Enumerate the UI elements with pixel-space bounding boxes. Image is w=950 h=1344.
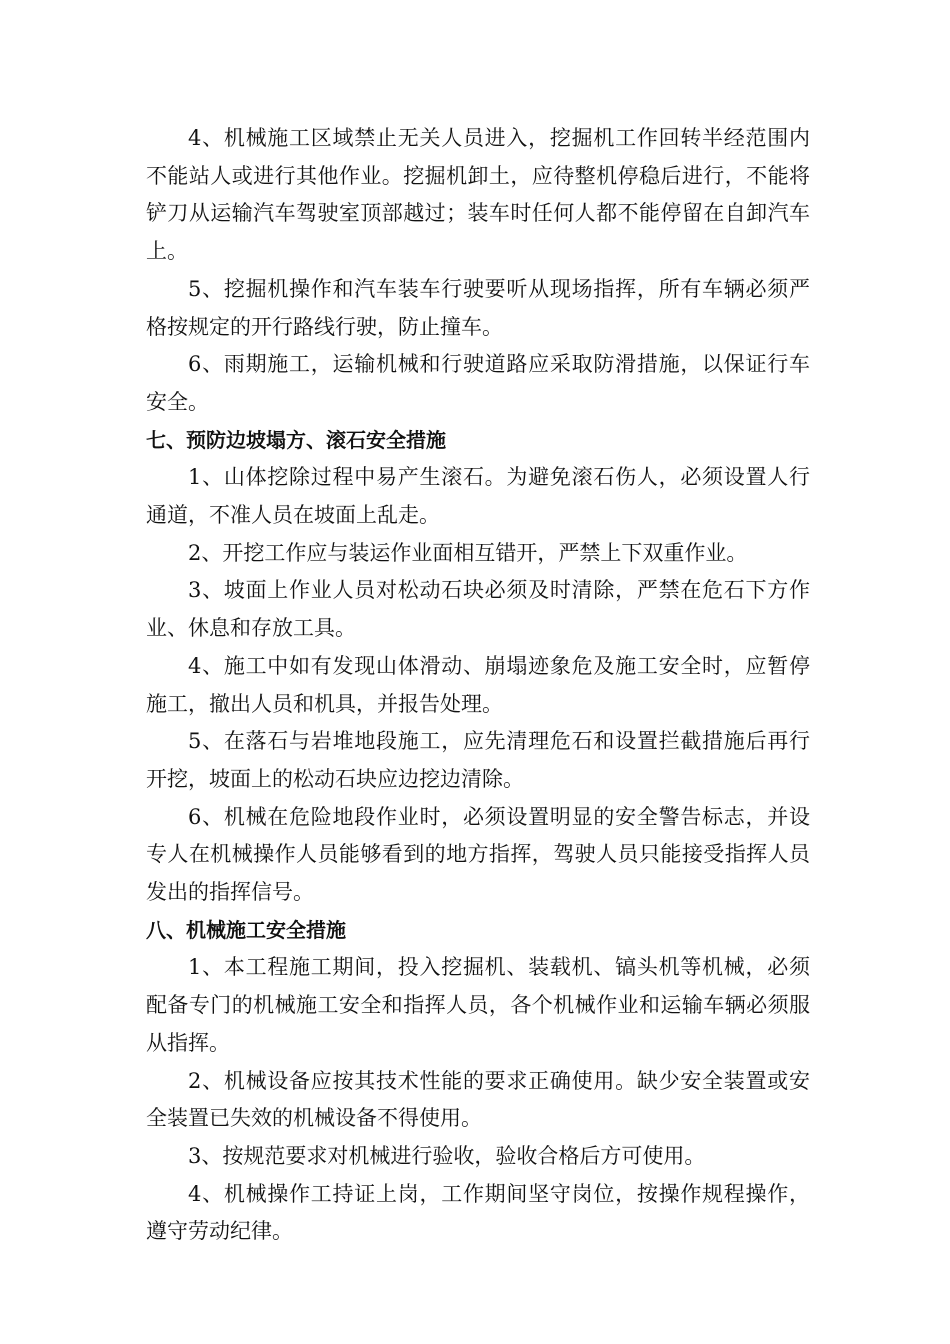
paragraph-item-5-traffic-command: 5、挖掘机操作和汽车装车行驶要听从现场指挥，所有车辆必须严格按规定的开行路线行驶，防止撞车。 — [146, 276, 810, 339]
paragraph-item-4-restricted-area: 4、机械施工区域禁止无关人员进入，挖掘机工作回转半经范围内不能站人或进行其他作业。挖掘机卸土，应待整机停稳后进行，不能将铲刀从运输汽车驾驶室顶部越过；装车时任何人都不能停留在自卸汽车上。 — [146, 126, 810, 264]
paragraph-machinery-item-1: 1、本工程施工期间，投入挖掘机、装载机、镐头机等机械，必须配备专门的机械施工安全和指挥人员，各个机械作业和运输车辆必须服从指挥。 — [146, 955, 810, 1055]
document-page — [146, 120, 810, 1251]
section-heading-slope-rockfall: 七、预防边坡塌方、滚石安全措施 — [146, 427, 446, 452]
paragraph-machinery-item-4: 4、机械操作工持证上岗，工作期间坚守岗位，按操作规程操作，遵守劳动纪律。 — [146, 1181, 810, 1244]
paragraph-item-6-rainy-season: 6、雨期施工，运输机械和行驶道路应采取防滑措施，以保证行车安全。 — [146, 352, 810, 414]
paragraph-machinery-item-2: 2、机械设备应按其技术性能的要求正确使用。缺少安全装置或安全装置已失效的机械设备不得使用。 — [146, 1068, 810, 1131]
paragraph-machinery-item-3: 3、按规范要求对机械进行验收，验收合格后方可使用。 — [188, 1143, 706, 1168]
paragraph-slope-item-5: 5、在落石与岩堆地段施工，应先清理危石和设置拦截措施后再行开挖，坡面上的松动石块应边挖边清除。 — [146, 729, 810, 791]
paragraph-slope-item-3: 3、坡面上作业人员对松动石块必须及时清除，严禁在危石下方作业、休息和存放工具。 — [146, 578, 810, 641]
paragraph-slope-item-1: 1、山体挖除过程中易产生滚石。为避免滚石伤人，必须设置人行通道，不准人员在坡面上乱走。 — [146, 465, 810, 528]
section-heading-machinery-safety: 八、机械施工安全措施 — [146, 917, 346, 942]
paragraph-slope-item-2: 2、开挖工作应与装运作业面相互错开，严禁上下双重作业。 — [188, 540, 748, 565]
paragraph-slope-item-6: 6、机械在危险地段作业时，必须设置明显的安全警告标志，并设专人在机械操作人员能够看到的地方指挥，驾驶人员只能接受指挥人员发出的指挥信号。 — [146, 804, 810, 905]
paragraph-slope-item-4: 4、施工中如有发现山体滑动、崩塌迹象危及施工安全时，应暂停施工，撤出人员和机具，并报告处理。 — [146, 653, 810, 716]
